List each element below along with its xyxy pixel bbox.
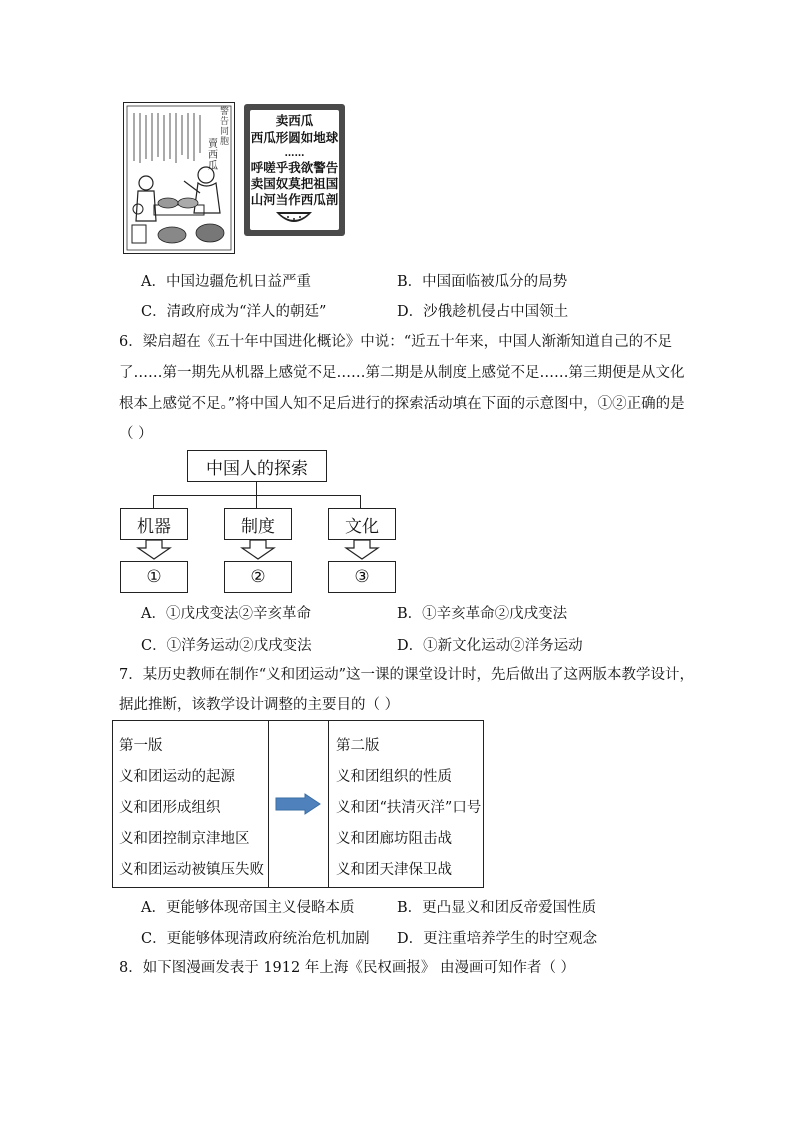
- diagram-slot-2: ②: [224, 561, 292, 593]
- table-right-item: 义和团组织的性质: [336, 769, 452, 785]
- q5-option-d: D．沙俄趁机侵占中国领土: [397, 304, 569, 320]
- table-left-item: 义和团控制京津地区: [119, 831, 250, 847]
- table-left-item: 义和团形成组织: [119, 800, 221, 816]
- table-divider: [328, 721, 329, 887]
- table-divider: [268, 721, 269, 887]
- bubble-line: 山河当作西瓜剖: [250, 192, 339, 207]
- bubble-line: 西瓜形圆如地球: [250, 130, 339, 145]
- q7-option-c: C．更能够体现清政府统治危机加剧: [141, 931, 370, 947]
- bubble-line: 卖国奴莫把祖国: [250, 176, 339, 191]
- watermelon-seller-drawing: [124, 103, 234, 253]
- diagram-connector: [256, 495, 257, 508]
- diagram-branch-machinery: 机器: [120, 508, 188, 540]
- table-left-item: 义和团运动的起源: [119, 769, 235, 785]
- q5-option-a: A．中国边疆危机日益严重: [141, 274, 311, 290]
- q7-stem-line2: 据此推断，该教学设计调整的主要目的（ ）: [119, 697, 400, 713]
- bubble-line: ……: [284, 148, 305, 159]
- q6-stem-line3: 根本上感觉不足。”将中国人知不足后进行的探索活动填在下面的示意图中，①②正确的是: [119, 396, 685, 412]
- q7-option-a: A．更能够体现帝国主义侵略本质: [141, 900, 355, 916]
- down-arrow-icon: [342, 540, 382, 560]
- q8-stem-line1: 8．如下图漫画发表于 1912 年上海《民权画报》 由漫画可知作者（ ）: [119, 960, 576, 976]
- diagram-slot-1: ①: [120, 561, 188, 593]
- cartoon-illustration: [123, 102, 235, 254]
- q6-answer-blank: （ ）: [119, 426, 153, 442]
- table-left-header: 第一版: [119, 738, 163, 754]
- q6-stem-line1: 6．梁启超在《五十年中国进化概论》中说：“近五十年来，中国人渐渐知道自己的不足: [119, 334, 673, 350]
- table-right-item: 义和团“扶清灭洋”口号: [336, 800, 482, 816]
- q5-option-b: B．中国面临被瓜分的局势: [397, 274, 568, 290]
- table-right-header: 第二版: [336, 738, 380, 754]
- lesson-design-table: [112, 720, 484, 888]
- diagram-connector: [153, 495, 154, 508]
- q7-option-d: D．更注重培养学生的时空观念: [397, 931, 598, 947]
- watermelon-slice-icon: [274, 210, 314, 228]
- bubble-line: 呼嗟乎我欲警告: [250, 160, 339, 175]
- q6-option-b: B．①辛亥革命②戊戌变法: [397, 606, 568, 622]
- down-arrow-icon: [238, 540, 278, 560]
- q6-option-c: C．①洋务运动②戊戌变法: [141, 638, 312, 654]
- q7-option-b: B．更凸显义和团反帝爱国性质: [397, 900, 597, 916]
- diagram-branch-institution: 制度: [224, 508, 292, 540]
- q6-option-a: A．①戊戌变法②辛亥革命: [141, 606, 311, 622]
- down-arrow-icon: [134, 540, 174, 560]
- q5-option-c: C．清政府成为“洋人的朝廷”: [141, 304, 327, 320]
- q6-stem-line2: 了……第一期先从机器上感觉不足……第二期是从制度上感觉不足……第三期便是从文化: [119, 365, 685, 381]
- table-left-item: 义和团运动被镇压失败: [119, 862, 264, 878]
- table-right-item: 义和团廊坊阻击战: [336, 831, 452, 847]
- q7-stem-line1: 7．某历史教师在制作“义和团运动”这一课的课堂设计时，先后做出了这两版本教学设计，: [119, 667, 695, 683]
- bubble-line: 卖西瓜: [275, 113, 314, 128]
- diagram-slot-3: ③: [328, 561, 396, 593]
- right-arrow-icon: [275, 793, 321, 815]
- diagram-root-box: 中国人的探索: [187, 450, 327, 482]
- q6-option-d: D．①新文化运动②洋务运动: [397, 638, 583, 654]
- cartoon-speech-bubble: [250, 110, 339, 230]
- cartoon-caption: 警告同胞: [220, 107, 230, 147]
- diagram-connector: [256, 482, 257, 495]
- table-right-item: 义和团天津保卫战: [336, 862, 452, 878]
- diagram-branch-culture: 文化: [328, 508, 396, 540]
- diagram-connector: [360, 495, 361, 508]
- cartoon-title: 賣西瓜: [208, 139, 218, 172]
